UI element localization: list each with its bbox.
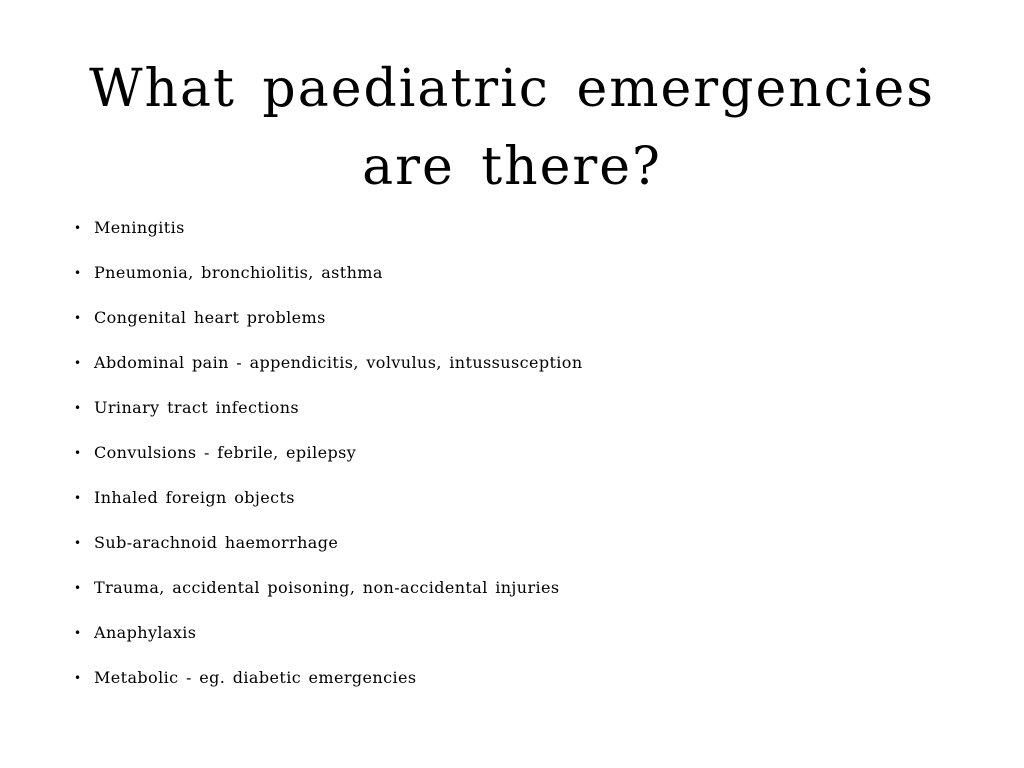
list-item — [74, 306, 954, 351]
bullet-icon: • — [74, 401, 82, 415]
bullet-icon: • — [74, 581, 82, 595]
bullet-icon: • — [74, 536, 82, 550]
list-item-text: Metabolic - eg. diabetic emergencies — [94, 668, 417, 687]
list-item-text: Meningitis — [94, 218, 185, 237]
bullet-icon: • — [74, 311, 82, 325]
bullet-icon: • — [74, 626, 82, 640]
list-item-text: Urinary tract infections — [94, 398, 300, 417]
bullet-icon: • — [74, 356, 82, 370]
bullet-icon: • — [74, 221, 82, 235]
list-item — [74, 531, 954, 576]
bullet-icon: • — [74, 491, 82, 505]
list-item — [74, 486, 954, 531]
list-item — [74, 441, 954, 486]
list-item-text: Congenital heart problems — [94, 308, 326, 327]
list-item — [74, 216, 954, 261]
list-item — [74, 576, 954, 621]
list-item — [74, 396, 954, 441]
list-item-text: Trauma, accidental poisoning, non-accidental injuries — [94, 578, 560, 597]
list-item-text: Pneumonia, bronchiolitis, asthma — [94, 263, 383, 282]
list-item — [74, 261, 954, 306]
list-item-text: Anaphylaxis — [94, 623, 197, 642]
list-item-text: Convulsions - febrile, epilepsy — [94, 443, 357, 462]
list-item — [74, 351, 954, 396]
list-item — [74, 666, 954, 711]
list-item-text: Abdominal pain - appendicitis, volvulus, intussusception — [94, 353, 583, 372]
bullet-icon: • — [74, 671, 82, 685]
bullet-list — [74, 216, 954, 711]
list-item-text: Sub-arachnoid haemorrhage — [94, 533, 339, 552]
list-item — [74, 621, 954, 666]
bullet-icon: • — [74, 266, 82, 280]
list-item-text: Inhaled foreign objects — [94, 488, 295, 507]
bullet-icon: • — [74, 446, 82, 460]
slide-title: What paediatric emergencies are there? — [89, 59, 935, 197]
